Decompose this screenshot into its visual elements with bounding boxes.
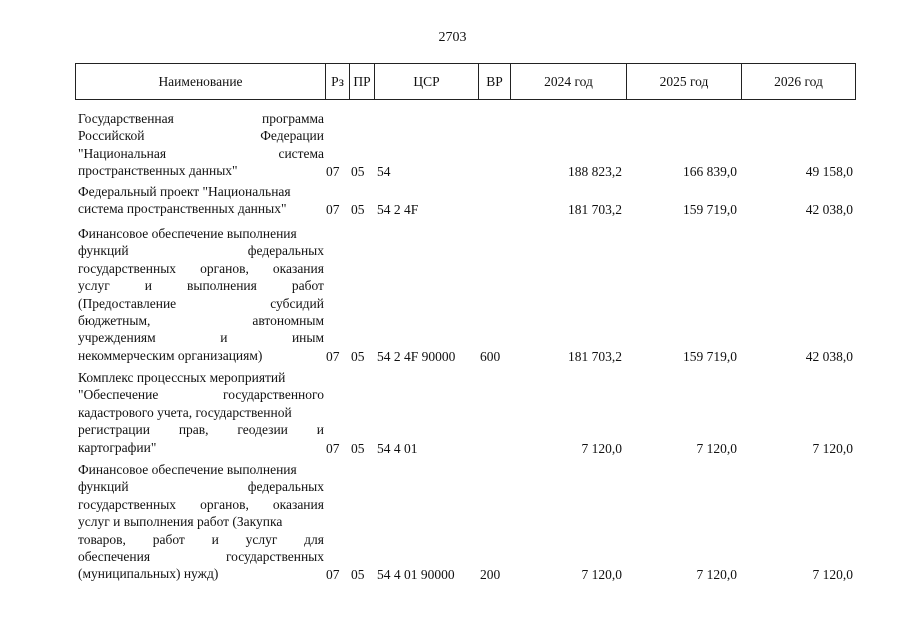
row-vr: 200 (480, 567, 501, 582)
row-2026: 49 158,0 (805, 164, 853, 179)
row-name: Государственная программа Российской Федерации "Национальная система пространственных данных" (78, 111, 324, 179)
row-2026: 7 120,0 (812, 441, 853, 456)
row-vr: 600 (480, 349, 501, 364)
row-2026: 7 120,0 (812, 567, 853, 582)
header-2024: 2024 год (511, 64, 627, 100)
row-2026: 42 038,0 (805, 349, 853, 364)
row-rz: 07 (326, 164, 340, 179)
row-csr: 54 2 4F 90000 (377, 349, 456, 364)
row-2024: 7 120,0 (581, 567, 622, 582)
row-csr: 54 4 01 (377, 441, 418, 456)
row-name: Федеральный проект "Национальная система пространственных данных" (78, 184, 291, 217)
row-rz: 07 (326, 441, 340, 456)
row-rz: 07 (326, 202, 340, 217)
page-number: 2703 (438, 30, 467, 45)
table-row (75, 183, 855, 218)
table-row (75, 110, 855, 180)
row-pr: 05 (351, 441, 365, 456)
row-2024: 188 823,2 (568, 164, 622, 179)
header-vr: ВР (479, 64, 511, 100)
row-2024: 181 703,2 (568, 349, 622, 364)
header-2025: 2025 год (627, 64, 742, 100)
row-2025: 159 719,0 (683, 349, 737, 364)
row-pr: 05 (351, 349, 365, 364)
header-name: Наименование (76, 64, 326, 100)
row-name: Финансовое обеспечение выполнения функций федеральных государственных органов, оказания услуг и выполнения работ (Закупка товаров, работ и услуг для обеспечения государственных (муниципальных) нужд) (78, 462, 324, 582)
row-pr: 05 (351, 164, 365, 179)
table-header (75, 63, 856, 100)
row-2025: 166 839,0 (683, 164, 737, 179)
row-2025: 7 120,0 (696, 567, 737, 582)
table-row (75, 461, 855, 583)
row-csr: 54 4 01 90000 (377, 567, 455, 582)
row-2026: 42 038,0 (805, 202, 853, 217)
row-csr: 54 2 4F (377, 202, 419, 217)
table-row (75, 369, 855, 457)
header-csr: ЦСР (375, 64, 479, 100)
row-rz: 07 (326, 567, 340, 582)
row-csr: 54 (377, 164, 391, 179)
row-2025: 7 120,0 (696, 441, 737, 456)
row-rz: 07 (326, 349, 340, 364)
row-name: Комплекс процессных мероприятий "Обеспечение государственного кадастрового учета, государственной регистрации прав, геодезии и картографии" (78, 370, 324, 455)
row-name: Финансовое обеспечение выполнения функций федеральных государственных органов, оказания услуг и выполнения работ (Предоставление субсидий бюджетным, автономным учреждениям и иным некоммерческим организациям) (78, 226, 324, 363)
row-pr: 05 (351, 202, 365, 217)
header-pr: ПР (350, 64, 375, 100)
table-row (75, 225, 855, 365)
header-2026: 2026 год (742, 64, 856, 100)
row-2024: 7 120,0 (581, 441, 622, 456)
row-2025: 159 719,0 (683, 202, 737, 217)
row-pr: 05 (351, 567, 365, 582)
row-2024: 181 703,2 (568, 202, 622, 217)
header-rz: Рз (326, 64, 350, 100)
